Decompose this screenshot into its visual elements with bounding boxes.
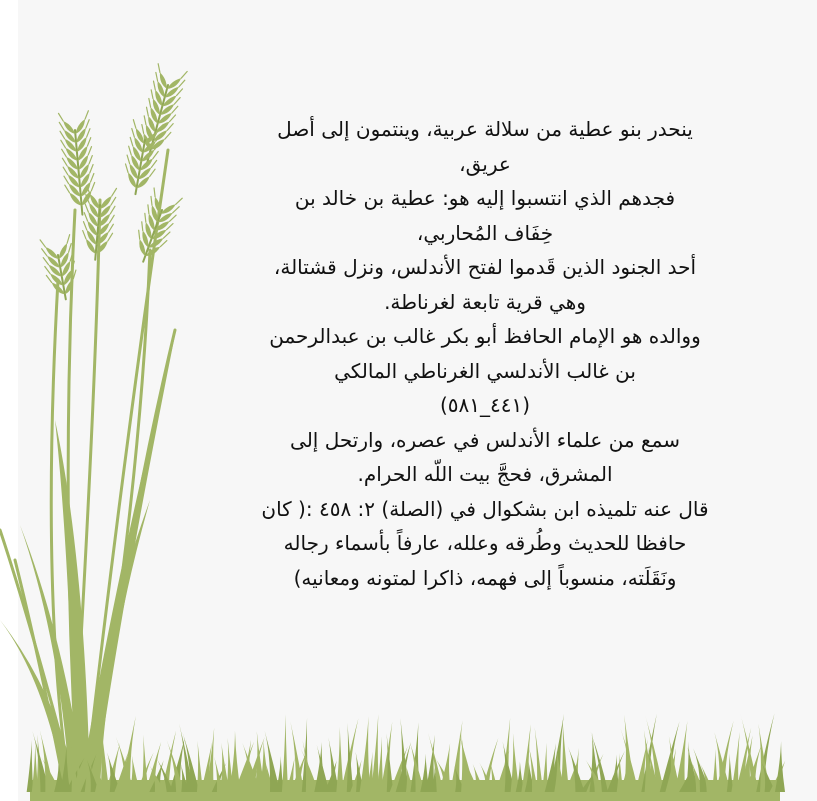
awn	[46, 275, 51, 284]
text-line: فجدهم الذي انتسبوا إليه هو: عطية بن خالد بن	[294, 186, 676, 210]
grass-blade	[347, 723, 354, 792]
grass-blade	[197, 741, 203, 792]
text-line: ووالده هو الإمام الحافظ أبو بكر غالب بن عبدالرحمن	[269, 324, 701, 348]
grass-blade	[130, 755, 140, 792]
grass-blade	[282, 714, 288, 792]
text-line: وهي قرية تابعة لغرناطة.	[384, 289, 586, 314]
awn	[87, 138, 92, 146]
awn	[110, 206, 115, 214]
awn	[151, 188, 157, 197]
grass-blade	[336, 727, 343, 792]
text-line: خِفَاف المُحاربي،	[416, 220, 554, 245]
awn	[43, 257, 48, 266]
awn	[88, 156, 93, 164]
awn	[139, 222, 145, 231]
awn	[84, 213, 89, 221]
grass-blade	[27, 740, 34, 792]
grass-strip-icon	[27, 713, 786, 801]
text-line: بن غالب الأندلسي الغرناطي المالكي	[334, 358, 636, 383]
text-line: قال عنه تلميذه ابن بشكوال في (الصلة) ٢: ٤٥٨ :( كان	[261, 496, 709, 521]
awn	[126, 155, 131, 164]
awn	[84, 204, 89, 212]
awn	[136, 230, 142, 239]
awn	[181, 70, 187, 79]
leaf	[88, 500, 150, 790]
awn	[85, 120, 90, 128]
awn	[129, 137, 134, 146]
awn	[66, 235, 71, 244]
text-line: أحد الجنود الذين قَدموا لفتح الأندلس، ونزل قشتالة،	[273, 255, 697, 279]
awn	[62, 158, 67, 166]
awn	[148, 196, 154, 205]
text-line: حافظا للحديث وطُرقه وعلله، عارفاً بأسماء رجاله	[283, 531, 687, 555]
awn	[108, 233, 113, 241]
wheat-head	[129, 188, 182, 267]
awn	[40, 239, 45, 248]
awn	[132, 120, 137, 129]
text-line: عريق،	[459, 151, 511, 176]
awn	[42, 248, 47, 257]
awn	[58, 113, 63, 121]
awn	[156, 64, 162, 73]
awn	[90, 174, 95, 182]
awn	[89, 165, 94, 173]
awn	[149, 90, 155, 99]
awn	[130, 129, 135, 138]
text-line: ينحدر بنو عطية من سلالة عربية، وينتمون إلى أصل	[277, 117, 693, 141]
awn	[112, 188, 117, 196]
text-line: ونَقَلَته، منسوباً إلى فهمه، ذاكرا لمتونه ومعانيه)	[293, 565, 677, 590]
awn	[91, 182, 96, 190]
awn	[109, 215, 114, 223]
biography-text	[225, 112, 745, 595]
awn	[60, 131, 65, 139]
awn	[145, 205, 151, 214]
awn	[142, 213, 148, 222]
awn	[45, 266, 50, 275]
awn	[111, 197, 116, 205]
awn	[153, 151, 158, 160]
grass-blade	[775, 741, 785, 792]
awn	[82, 231, 87, 239]
awn	[150, 168, 155, 177]
grass-blade	[561, 719, 569, 792]
awn	[151, 81, 157, 90]
awn	[88, 147, 93, 155]
awn	[144, 107, 150, 116]
awn	[64, 176, 69, 184]
awn	[61, 140, 66, 148]
awn	[59, 122, 64, 130]
awn	[84, 111, 89, 119]
awn	[86, 129, 91, 137]
wheat-stalks-icon	[0, 64, 187, 790]
grass-blade	[142, 735, 149, 792]
awn	[124, 164, 129, 173]
awn	[65, 185, 70, 193]
awn	[109, 224, 114, 232]
grass-blade	[727, 753, 733, 792]
awn	[140, 125, 146, 134]
awn	[154, 72, 160, 81]
text-line: سمع من علماء الأندلس في عصره، وارتحل إلى	[290, 427, 680, 452]
text-line: المشرق، فحجَّ بيت اللّه الحرام.	[357, 462, 613, 486]
awn	[151, 160, 156, 169]
awn	[62, 149, 67, 157]
stem	[95, 330, 175, 790]
awn	[83, 222, 88, 230]
awn	[176, 197, 182, 206]
awn	[147, 99, 153, 108]
awn	[142, 116, 148, 125]
text-line: (٤٤١_٥٨١)	[439, 393, 531, 417]
awn	[63, 167, 68, 175]
awn	[127, 146, 132, 155]
